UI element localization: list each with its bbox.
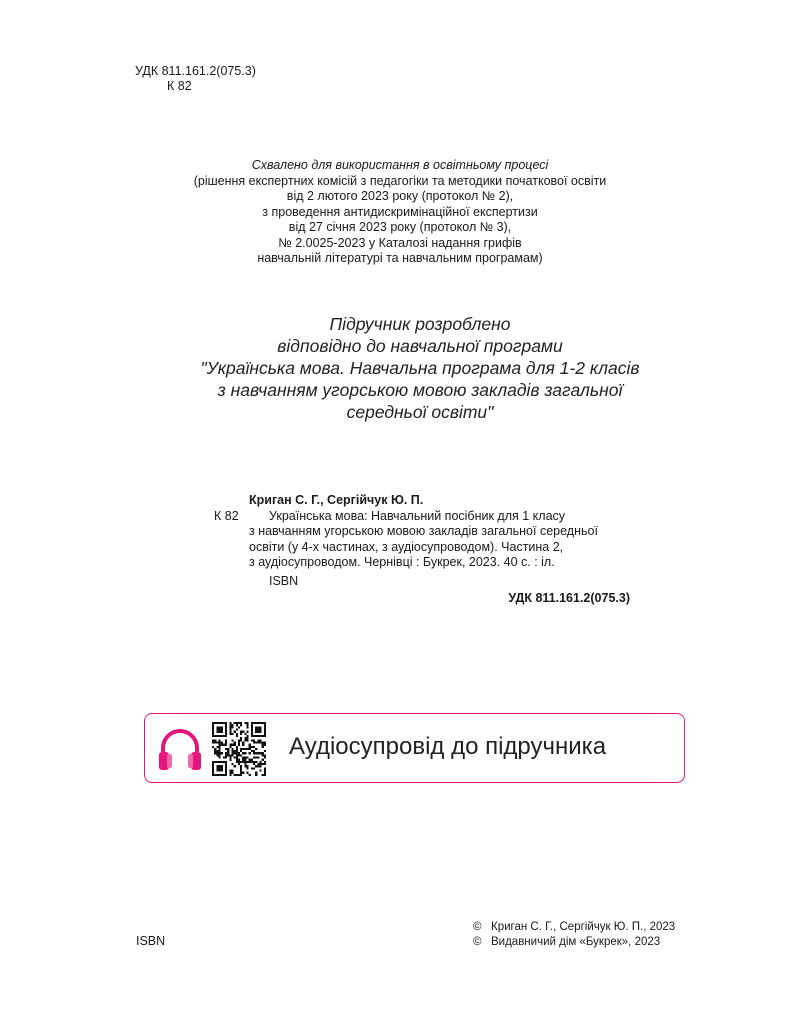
author-mark: К 82 (167, 79, 192, 93)
audio-label: Аудіосупровід до підручника (289, 733, 607, 760)
copyright-authors: Криган С. Г., Сергійчук Ю. П., 2023 (491, 921, 676, 933)
curriculum-line: відповідно до навчальної програми (277, 336, 563, 356)
bibliographic-record (214, 493, 634, 607)
description-line: Українська мова: Навчальний посібник для 1 класу (269, 508, 566, 523)
approval-heading: Схвалено для використання в освітньому процесі (251, 158, 549, 172)
description-line: з навчанням угорською мовою закладів загальної середньої (249, 524, 598, 538)
approval-line: з проведення антидискримінаційної експертизи (262, 204, 538, 219)
copyright-line (473, 935, 675, 950)
record-description (249, 509, 630, 571)
approval-line: № 2.0025-2023 у Каталозі надання грифів (278, 235, 522, 250)
record-udk: УДК 811.161.2(075.3) (508, 591, 630, 605)
headphones-icon (157, 727, 203, 773)
curriculum-line: Підручник розроблено (329, 314, 511, 334)
authors: Криган С. Г., Сергійчук Ю. П. (249, 493, 424, 507)
record-row (214, 509, 634, 571)
copyright-line (473, 920, 675, 935)
udk-code: УДК 811.161.2(075.3) (135, 64, 256, 78)
isbn-bottom: ISBN (136, 934, 166, 948)
approval-line: від 2 лютого 2023 року (протокол № 2), (286, 189, 514, 203)
copyright-block (473, 920, 675, 949)
curriculum-line: з навчанням угорською мовою закладів загальної (217, 380, 623, 400)
qr-code[interactable] (212, 722, 266, 776)
approval-line: від 27 січня 2023 року (протокол № 3), (288, 220, 512, 234)
curriculum-statement (150, 313, 690, 423)
approval-line: (рішення експертних комісій з педагогіки та методики початкової освіти (193, 173, 607, 188)
description-line: освіти (у 4-х частинах, з аудіосупроводом). Частина 2, (249, 539, 564, 554)
copyright-symbol: © (473, 921, 482, 933)
curriculum-line: "Українська мова. Навчальна програма для 1-2 класів (200, 358, 640, 378)
copyright-publisher: Видавничий дім «Букрек», 2023 (491, 935, 661, 948)
record-isbn: ISBN (269, 573, 299, 588)
approval-line: навчальній літературі та навчальним програмам) (257, 251, 543, 265)
record-code: К 82 (214, 508, 239, 523)
audio-supplement-banner[interactable] (144, 713, 685, 783)
copyright-symbol: © (473, 935, 482, 948)
udk-header (135, 64, 256, 94)
approval-block (150, 158, 650, 267)
curriculum-line: середньої освіти" (346, 402, 494, 422)
description-line: з аудіосупроводом. Чернівці : Букрек, 2023. 40 с. : іл. (249, 555, 555, 569)
